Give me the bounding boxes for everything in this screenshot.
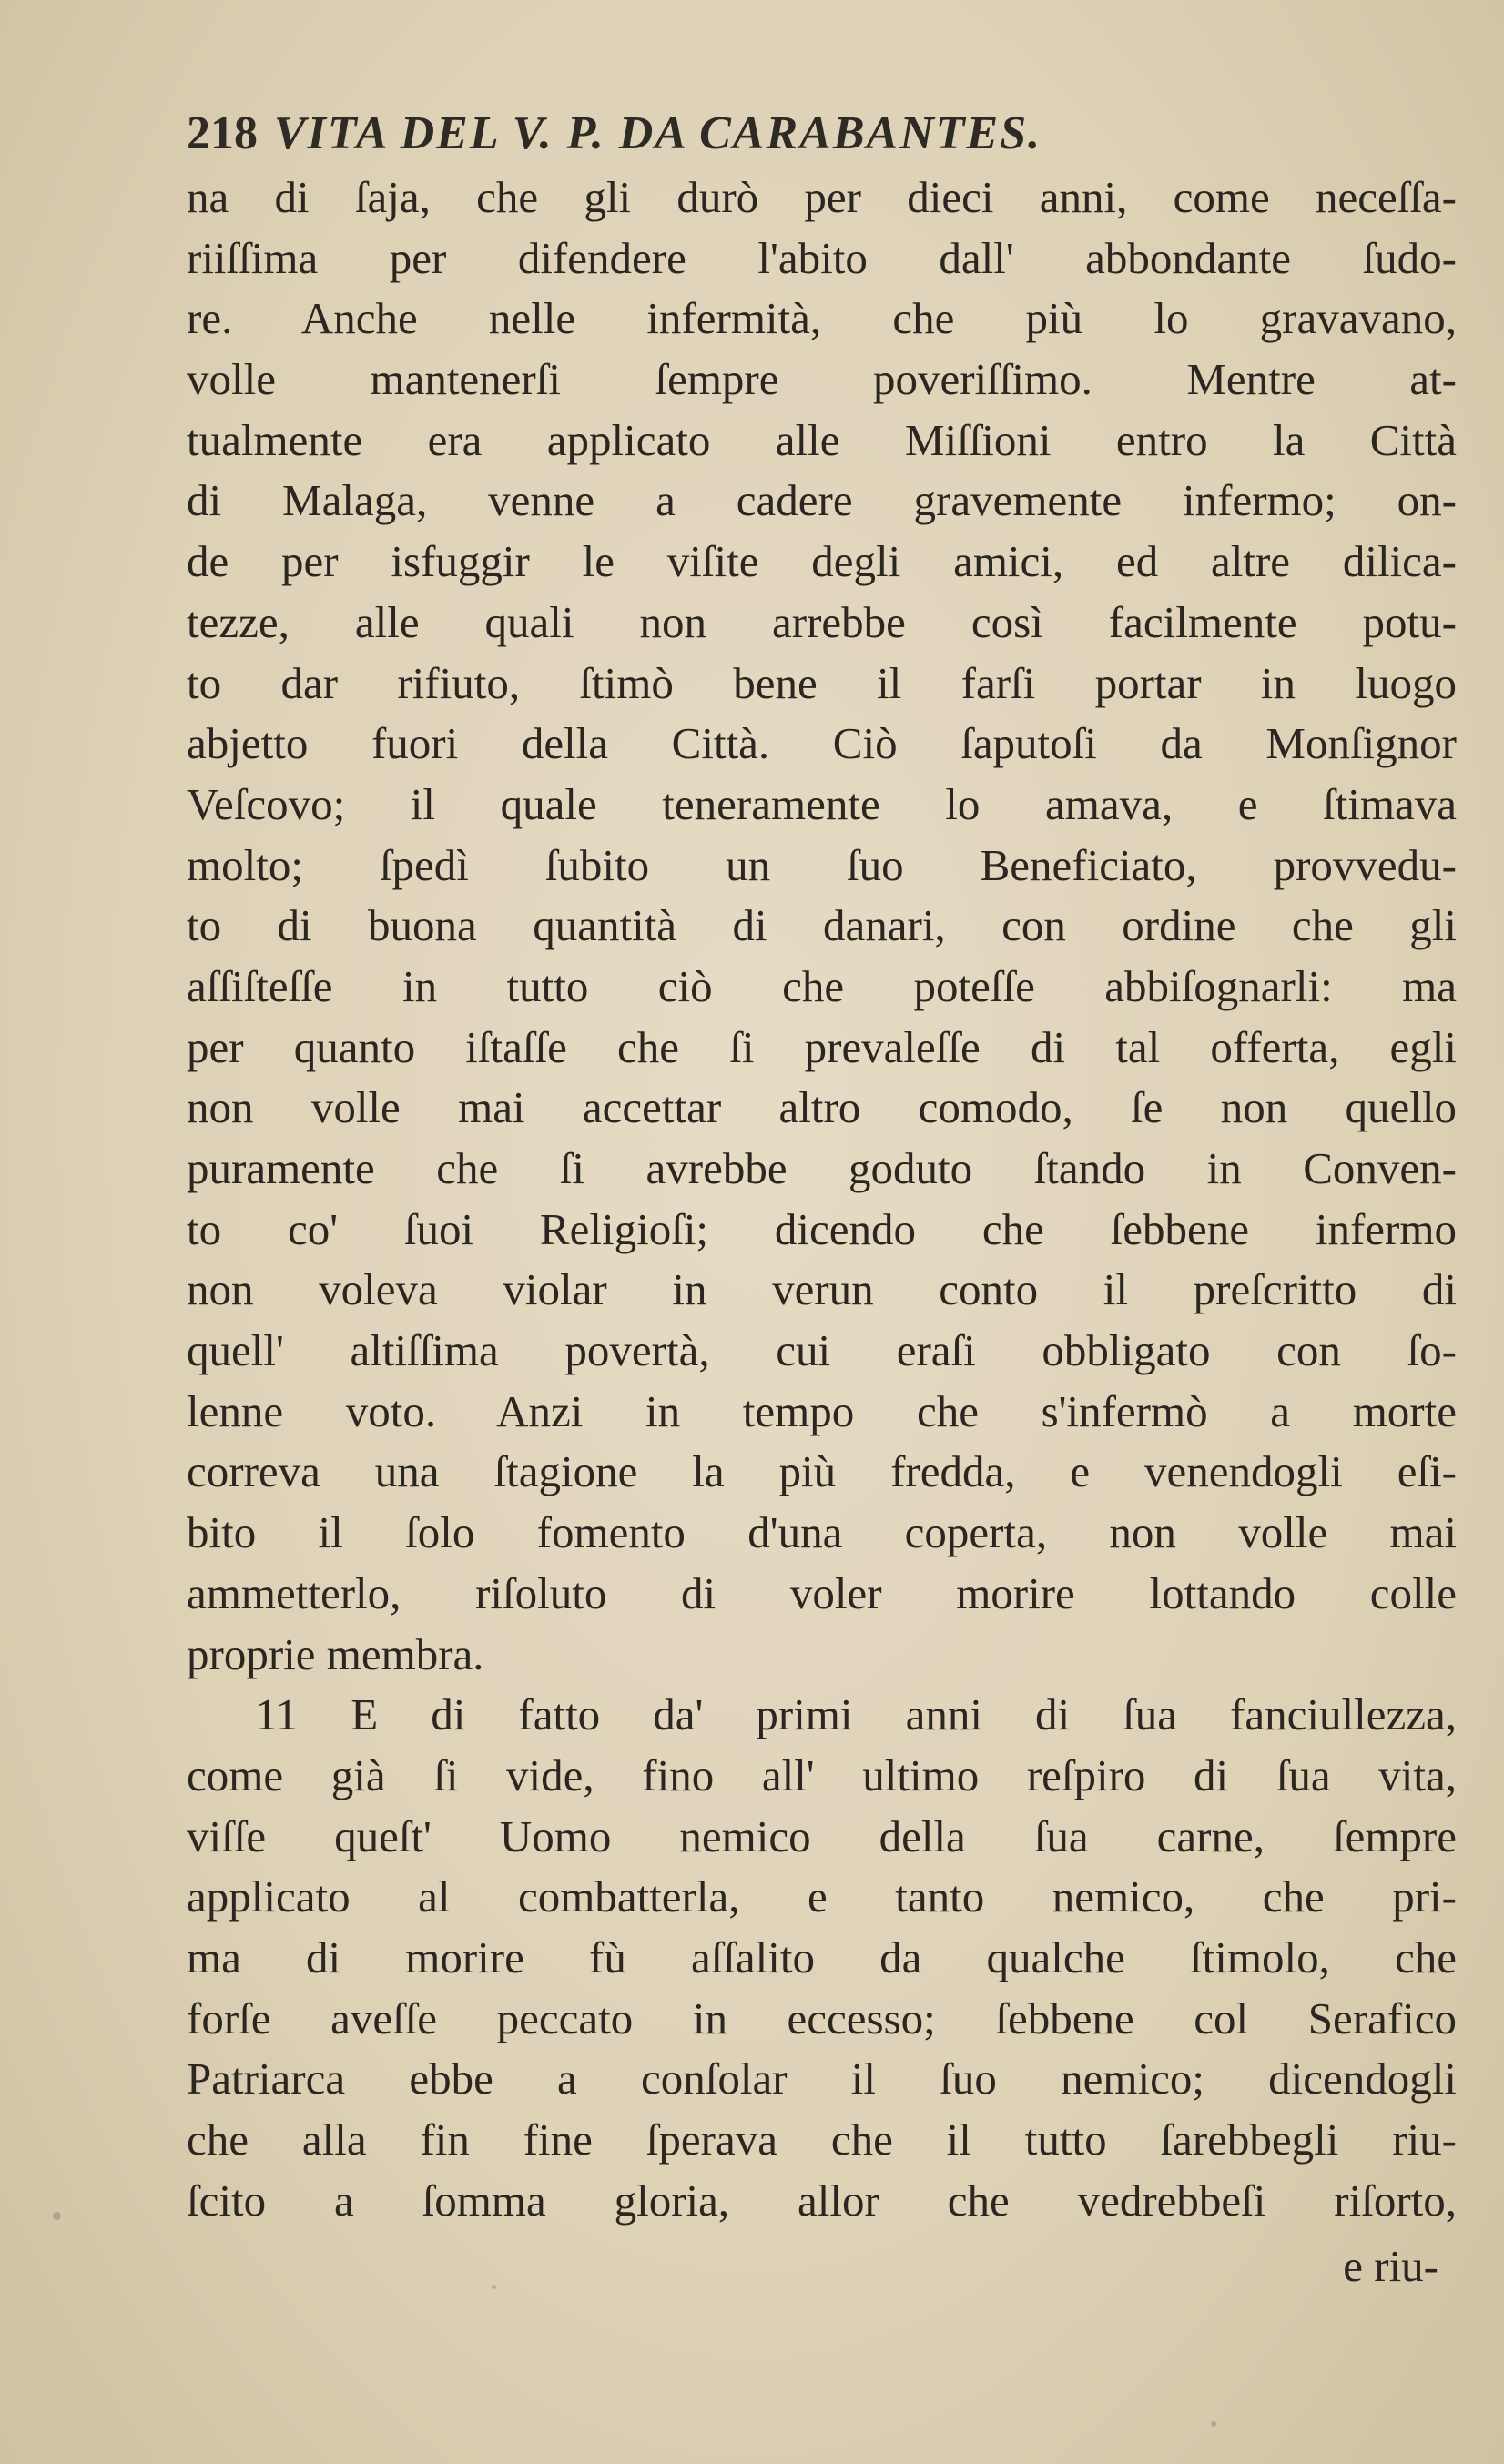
text-line: lenne voto. Anzi in tempo che s'infermò a morte bbox=[187, 1385, 1457, 1436]
text-line: tualmente era applicato alle Miſſioni entro la Città bbox=[187, 414, 1457, 465]
text-line: to dar rifiuto, ſtimò bene il farſi portar in luogo bbox=[187, 657, 1457, 708]
page-number: 218 bbox=[187, 107, 258, 159]
catchword: e riu- bbox=[1343, 2241, 1438, 2292]
text-line: forſe aveſſe peccato in eccesso; ſebbene col Serafico bbox=[187, 1992, 1457, 2043]
running-title: VITA DEL V. P. DA CARABANTES. bbox=[274, 107, 1042, 159]
text-block bbox=[187, 100, 1457, 2298]
text-line: ma di morire fù aſſalito da qualche ſtimolo, che bbox=[187, 1932, 1457, 1982]
text-line: Veſcovo; il quale teneramente lo amava, e ſtimava bbox=[187, 778, 1457, 829]
text-line: Patriarca ebbe a conſolar il ſuo nemico; dicendogli bbox=[187, 2053, 1457, 2104]
text-line: tezze, alle quali non arrebbe così facilmente potu- bbox=[187, 596, 1457, 647]
text-line: 11 E di fatto da' primi anni di ſua fanciullezza, bbox=[255, 1689, 1457, 1740]
text-line: applicato al combatterla, e tanto nemico, che pri- bbox=[187, 1871, 1457, 1922]
text-line: che alla fin fine ſperava che il tutto ſarebbegli riu- bbox=[187, 2114, 1457, 2165]
text-line: ammetterlo, riſoluto di voler morire lottando colle bbox=[187, 1567, 1457, 1618]
text-line: abjetto fuori della Città. Ciò ſaputoſi da Monſignor bbox=[187, 718, 1457, 769]
text-line: to co' ſuoi Religioſi; dicendo che ſebbene infermo bbox=[187, 1203, 1457, 1254]
paragraph-2 bbox=[187, 1685, 1457, 2231]
text-line: molto; ſpedì ſubito un ſuo Beneficiato, provvedu- bbox=[187, 839, 1457, 890]
paragraph-1 bbox=[187, 167, 1457, 1685]
text-line: non volle mai accettar altro comodo, ſe non quello bbox=[187, 1082, 1457, 1133]
text-line: volle mantenerſi ſempre poveriſſimo. Mentre at- bbox=[187, 354, 1457, 405]
text-line: quell' altiſſima povertà, cui eraſi obbligato con ſo- bbox=[187, 1325, 1457, 1376]
text-line: puramente che ſi avrebbe goduto ſtando in Conven- bbox=[187, 1143, 1457, 1193]
text-line: viſſe queſt' Uomo nemico della ſua carne, ſempre bbox=[187, 1810, 1457, 1861]
text-line: to di buona quantità di danari, con ordine che gli bbox=[187, 900, 1457, 951]
text-line: per quanto iſtaſſe che ſi prevaleſſe di tal offerta, egli bbox=[187, 1021, 1457, 1072]
text-line: ſcito a ſomma gloria, allor che vedrebbeſi riſorto, bbox=[187, 2175, 1457, 2226]
text-line: di Malaga, venne a cadere gravemente infermo; on- bbox=[187, 475, 1457, 526]
text-line: na di ſaja, che gli durò per dieci anni, come neceſſa- bbox=[187, 172, 1457, 222]
text-line: re. Anche nelle infermità, che più lo gravavano, bbox=[187, 293, 1457, 344]
text-line: correva una ſtagione la più fredda, e venendogli eſi- bbox=[187, 1446, 1457, 1497]
text-line: non voleva violar in verun conto il preſcritto di bbox=[187, 1264, 1457, 1315]
text-line: come già ſi vide, fino all' ultimo reſpiro di ſua vita, bbox=[187, 1749, 1457, 1800]
text-line: de per isfuggir le viſite degli amici, ed altre dilica- bbox=[187, 536, 1457, 587]
text-line: proprie membra. bbox=[187, 1628, 484, 1679]
running-head bbox=[187, 100, 1457, 167]
text-line: aſſiſteſſe in tutto ciò che poteſſe abbiſognarli: ma bbox=[187, 960, 1457, 1011]
text-line: bito il ſolo fomento d'una coperta, non volle mai bbox=[187, 1507, 1457, 1558]
foxing-spot bbox=[53, 2212, 61, 2220]
foxing-spot bbox=[1211, 2421, 1216, 2427]
text-line: riiſſima per difendere l'abito dall' abbondante ſudo- bbox=[187, 232, 1457, 283]
